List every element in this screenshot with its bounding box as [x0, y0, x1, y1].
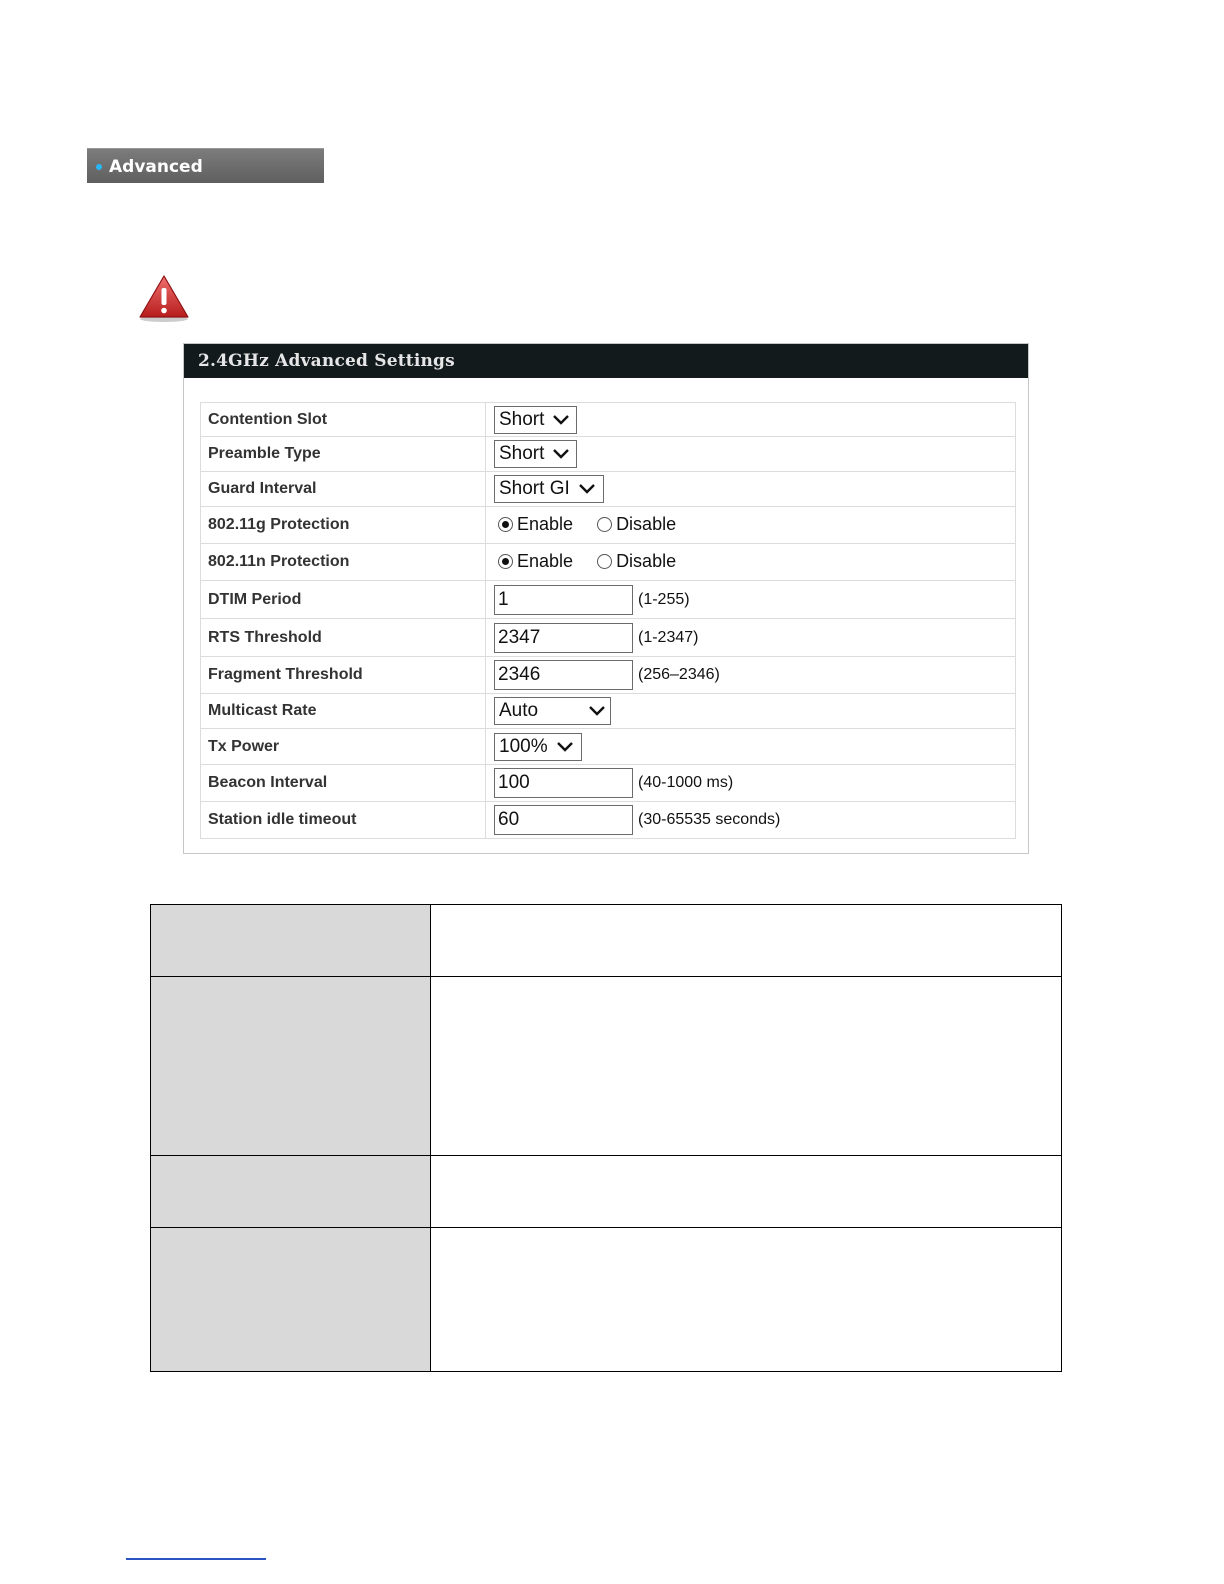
select-value: Short — [499, 408, 545, 430]
description-text-cell — [431, 977, 1062, 1156]
row-label: Beacon Interval — [201, 765, 486, 802]
select-value: Short GI — [499, 478, 570, 499]
settings-row-station-idle-timeout — [201, 802, 1016, 839]
preamble-type-select[interactable] — [494, 440, 577, 468]
description-row — [151, 1228, 1062, 1372]
bullet-icon — [96, 164, 102, 170]
station-idle-timeout-input[interactable]: 60 — [494, 805, 633, 835]
section-badge-label: Advanced — [109, 157, 203, 177]
dtim-period-input[interactable]: 1 — [494, 585, 633, 615]
description-table — [150, 904, 1062, 1372]
description-text-cell — [431, 1228, 1062, 1372]
chevron-down-icon — [556, 741, 574, 753]
range-hint: (1-255) — [638, 590, 690, 608]
80211g-disable-option[interactable] — [597, 514, 676, 535]
section-badge-advanced — [87, 148, 324, 183]
select-value: Auto — [499, 700, 539, 721]
panel-title: 2.4GHz Advanced Settings — [184, 344, 1028, 378]
radio-label: Disable — [616, 513, 677, 534]
beacon-interval-input[interactable]: 100 — [494, 768, 633, 798]
description-row — [151, 1156, 1062, 1228]
row-label: Tx Power — [201, 729, 486, 765]
tx-power-select[interactable] — [494, 733, 582, 761]
description-label-cell — [151, 905, 431, 977]
settings-row-fragment-threshold — [201, 657, 1016, 694]
settings-row-preamble-type — [201, 437, 1016, 472]
settings-row-80211g-protection — [201, 507, 1016, 544]
settings-row-tx-power — [201, 729, 1016, 765]
contention-slot-select[interactable] — [494, 406, 577, 434]
row-label: Preamble Type — [201, 437, 486, 472]
radio-label: Enable — [517, 550, 574, 571]
chevron-down-icon — [552, 448, 570, 460]
row-label: Multicast Rate — [201, 694, 486, 729]
fragment-threshold-input[interactable]: 2346 — [494, 660, 633, 690]
chevron-down-icon — [578, 483, 596, 495]
description-text-cell — [431, 905, 1062, 977]
range-hint: (1-2347) — [638, 628, 699, 646]
radio-unselected-icon[interactable] — [597, 517, 612, 532]
settings-table — [200, 402, 1016, 839]
chevron-down-icon — [552, 414, 570, 426]
settings-row-beacon-interval — [201, 765, 1016, 802]
row-label: RTS Threshold — [201, 619, 486, 657]
multicast-rate-select[interactable] — [494, 697, 611, 725]
row-label: DTIM Period — [201, 581, 486, 619]
radio-unselected-icon[interactable] — [597, 554, 612, 569]
description-text-cell — [431, 1156, 1062, 1228]
settings-row-dtim-period — [201, 581, 1016, 619]
description-row — [151, 977, 1062, 1156]
row-label: Guard Interval — [201, 472, 486, 507]
guard-interval-select[interactable] — [494, 475, 604, 503]
rts-threshold-input[interactable]: 2347 — [494, 623, 633, 653]
settings-row-guard-interval — [201, 472, 1016, 507]
settings-row-80211n-protection — [201, 544, 1016, 581]
description-label-cell — [151, 1228, 431, 1372]
radio-label: Disable — [616, 550, 677, 571]
range-hint: (30-65535 seconds) — [638, 811, 781, 828]
range-hint: (40-1000 ms) — [638, 774, 734, 791]
warning-triangle-icon — [138, 274, 190, 322]
radio-selected-icon[interactable] — [498, 554, 513, 569]
description-row — [151, 905, 1062, 977]
row-label: 802.11n Protection — [201, 544, 486, 581]
range-hint: (256–2346) — [638, 666, 720, 683]
80211n-disable-option[interactable] — [597, 551, 676, 572]
advanced-settings-panel — [183, 343, 1029, 854]
80211n-protection-radio-group — [494, 551, 696, 572]
80211g-enable-option[interactable] — [498, 514, 573, 535]
description-label-cell — [151, 1156, 431, 1228]
select-value: Short — [499, 443, 545, 464]
settings-row-contention-slot — [201, 403, 1016, 437]
description-label-cell — [151, 977, 431, 1156]
chevron-down-icon — [588, 705, 606, 717]
footer-link-underline[interactable] — [126, 1558, 266, 1560]
radio-label: Enable — [517, 513, 574, 534]
settings-row-multicast-rate — [201, 694, 1016, 729]
row-label: Contention Slot — [201, 403, 486, 437]
80211n-enable-option[interactable] — [498, 551, 573, 572]
80211g-protection-radio-group — [494, 514, 696, 535]
radio-selected-icon[interactable] — [498, 517, 513, 532]
row-label: 802.11g Protection — [201, 507, 486, 544]
select-value: 100% — [499, 735, 548, 757]
row-label: Station idle timeout — [201, 802, 486, 839]
settings-row-rts-threshold — [201, 619, 1016, 657]
row-label: Fragment Threshold — [201, 657, 486, 694]
